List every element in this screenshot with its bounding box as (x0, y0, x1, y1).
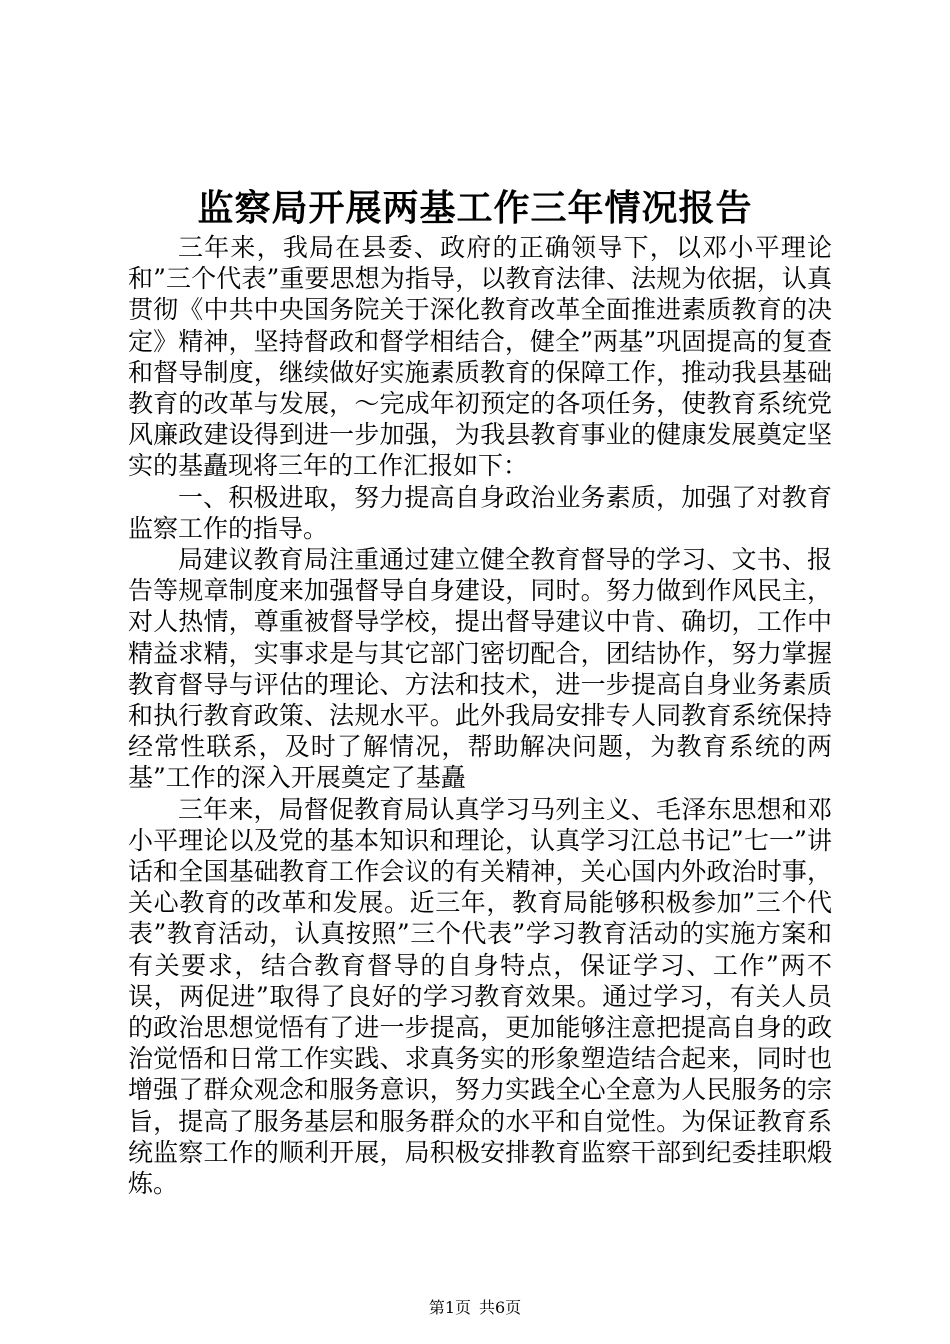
document-body (128, 232, 832, 1199)
paragraph-intro: 三年来，我局在县委、政府的正确领导下，以邓小平理论和”三个代表”重要思想为指导，以教育法律、法规为依据，认真贯彻《中共中央国务院关于深化教育改革全面推进素质教育的决定》精神，坚持督政和督学相结合，健全”两基”巩固提高的复查和督导制度，继续做好实施素质教育的保障工作，推动我县基础教育的改革与发展，～完成年初预定的各项任务，使教育系统党风廉政建设得到进一步加强，为我县教育事业的健康发展奠定坚实的基矗现将三年的工作汇报如下： (128, 233, 832, 481)
paragraph-section-one-heading: 一、积极进取，努力提高自身政治业务素质，加强了对教育监察工作的指导。 (128, 482, 832, 543)
paragraph-study-education: 三年来，局督促教育局认真学习马列主义、毛泽东思想和邓小平理论以及党的基本知识和理论，认真学习江总书记”七一”讲话和全国基础教育工作会议的有关精神，关心国内外政治时事，关心教育的改革和发展。近三年，教育局能够积极参加”三个代表”教育活动，认真按照”三个代表”学习教育活动的实施方案和有关要求，结合教育督导的自身特点，保证学习、工作”两不误，两促进”取得了良好的学习教育效果。通过学习，有关人员的政治思想觉悟有了进一步提高，更加能够注意把提高自身的政治觉悟和日常工作实践、求真务实的形象塑造结合起来，同时也增强了群众观念和服务意识，努力实践全心全意为人民服务的宗旨，提高了服务基层和服务群众的水平和自觉性。为保证教育系统监察工作的顺利开展，局积极安排教育监察干部到纪委挂职煅炼。 (128, 794, 832, 1199)
page-total: 共6页 (479, 1298, 522, 1317)
page-number: 第1页 (428, 1298, 471, 1317)
page-footer (0, 1296, 950, 1320)
document-title: 监察局开展两基工作三年情况报告 (197, 187, 753, 229)
paragraph-self-building: 局建议教育局注重通过建立健全教育督导的学习、文书、报告等规章制度来加强督导自身建设，同时。努力做到作风民主，对人热情，尊重被督导学校，提出督导建议中肯、确切，工作中精益求精，实事求是与其它部门密切配合，团结协作，努力掌握教育督导与评估的理论、方法和技术，进一步提高自身业务素质和执行教育政策、法规水平。此外我局安排专人同教育系统保持经常性联系，及时了解情况，帮助解决问题，为教育系统的两基”工作的深入开展奠定了基矗 (128, 545, 832, 793)
